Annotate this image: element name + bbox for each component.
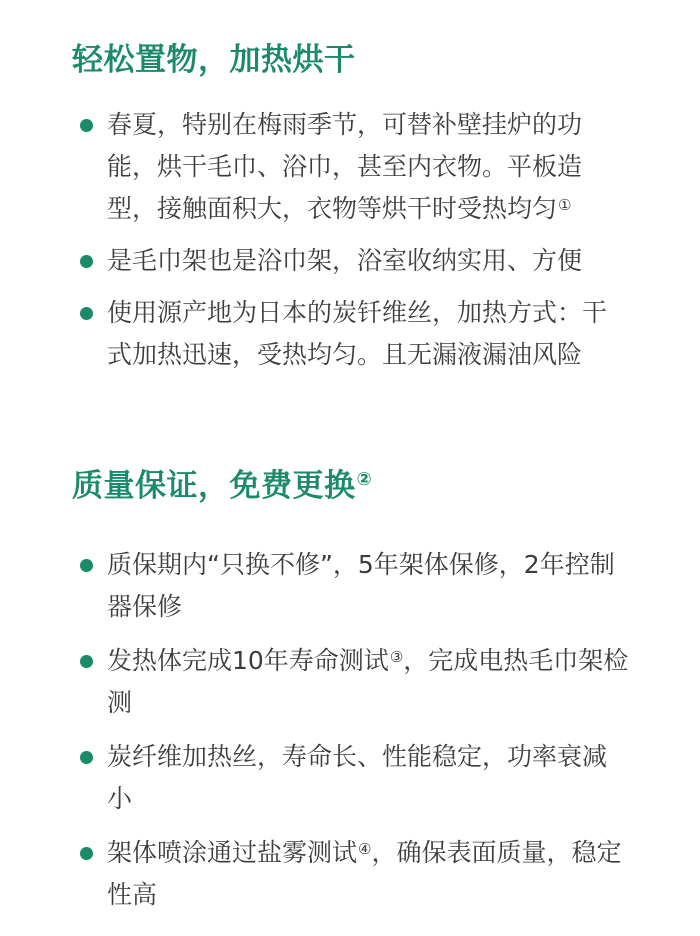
bullet-dot-icon [80,751,93,764]
section-heading-text: 质量保证，免费更换 [72,468,356,504]
list-item [0,292,700,376]
bullet-list [0,544,700,916]
bullet-dot-icon [80,559,93,572]
footnote-marker: ④ [358,840,372,858]
section-heading-text: 轻松置物，加热烘干 [72,42,356,78]
bullet-text-body: 春夏，特别在梅雨季节，可替补壁挂炉的功能，烘干毛巾、浴巾，甚至内衣物。平板造型，接触面积大，衣物等烘干时受热均匀 [107,110,583,223]
bullet-dot-icon [80,119,93,132]
footnote-marker: ① [558,196,572,214]
list-item [0,736,700,820]
bullet-dot-icon [80,255,93,268]
bullet-dot-icon [80,847,93,860]
list-item [0,104,700,230]
bullet-text-part: ，完成电热毛巾架检测 [107,646,629,717]
list-item [0,640,700,724]
bullet-dot-icon [80,655,93,668]
footnote-marker: ③ [389,648,404,666]
bullet-text-part: 发热体完成10年寿命测试 [107,646,389,675]
bullet-text [107,640,630,724]
bullet-text [107,832,630,916]
bullet-text: 是毛巾架也是浴巾架，浴室收纳实用、方便 [107,246,583,275]
list-item [0,544,700,628]
bullet-dot-icon [80,307,93,320]
list-item [0,240,700,282]
section-heading [72,462,700,510]
bullet-text: 质保期内“只换不修”，5年架体保修，2年控制器保修 [107,550,615,621]
section-heading [72,36,700,84]
section-storage-drying [0,36,700,386]
footnote-marker: ② [356,469,373,490]
bullet-text: 炭纤维加热丝，寿命长、性能稳定，功率衰减小 [107,742,608,813]
bullet-text-part: 架体喷涂通过盐雾测试 [107,838,358,867]
section-quality-guarantee [0,462,700,928]
bullet-text [107,104,630,230]
list-item [0,832,700,916]
bullet-list [0,104,700,376]
bullet-text: 使用源产地为日本的炭钎维丝，加热方式：干式加热迅速，受热均匀。且无漏液漏油风险 [107,298,608,369]
bullet-text-part: ，确保表面质量，稳定性高 [107,838,622,909]
